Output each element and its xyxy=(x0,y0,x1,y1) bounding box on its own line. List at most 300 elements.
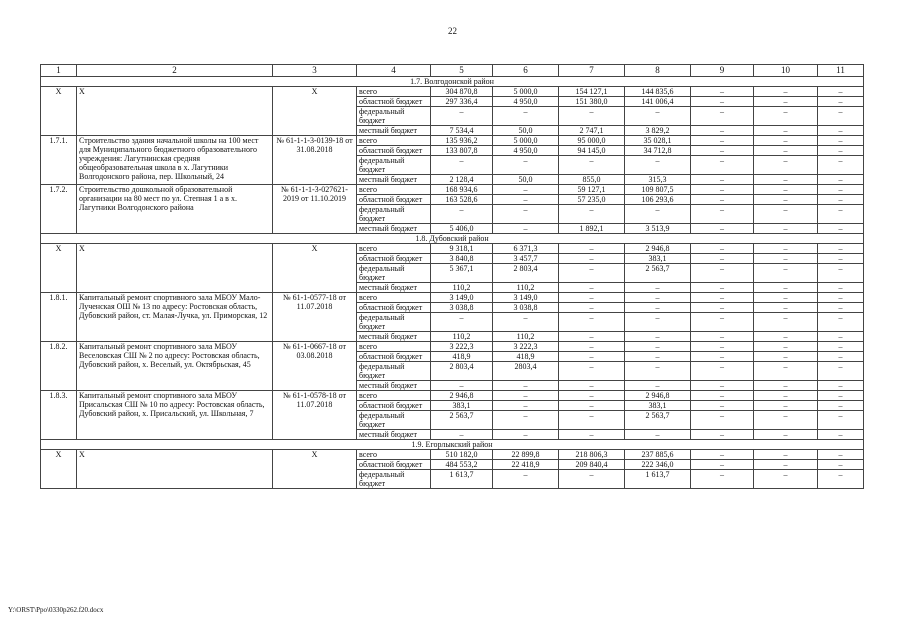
amount-cell: 9 318,1 xyxy=(431,244,493,254)
object-name: Строительство здания начальной школы на 100 мест для Муниципального бюджетного образовательного учреждения: Лагутнинская средняя общеобразовательная школа в х. Лагутники Волгодонского района, пер. Школьный, 24 xyxy=(77,136,273,185)
amount-cell: – xyxy=(625,381,691,391)
amount-cell: – xyxy=(818,254,864,264)
amount-cell: – xyxy=(818,136,864,146)
amount-cell: – xyxy=(493,107,559,126)
amount-cell: 95 000,0 xyxy=(559,136,625,146)
column-header: 5 xyxy=(431,65,493,77)
funding-source: областной бюджет xyxy=(357,146,431,156)
amount-cell: 106 293,6 xyxy=(625,195,691,205)
amount-cell: 3 038,8 xyxy=(431,303,493,313)
amount-cell: – xyxy=(625,362,691,381)
column-header: 4 xyxy=(357,65,431,77)
amount-cell: 5 406,0 xyxy=(431,224,493,234)
amount-cell: – xyxy=(625,293,691,303)
amount-cell: – xyxy=(818,87,864,97)
amount-cell: – xyxy=(493,430,559,440)
object-number: Х xyxy=(41,87,77,136)
amount-cell: – xyxy=(818,303,864,313)
amount-cell: 510 182,0 xyxy=(431,450,493,460)
budget-table xyxy=(40,64,864,489)
funding-source: федеральный бюджет xyxy=(357,362,431,381)
column-header: 8 xyxy=(625,65,691,77)
funding-source: всего xyxy=(357,450,431,460)
amount-cell: – xyxy=(493,195,559,205)
object-name: Х xyxy=(77,87,273,136)
amount-cell: 110,2 xyxy=(431,332,493,342)
amount-cell: 2 747,1 xyxy=(559,126,625,136)
funding-source: всего xyxy=(357,342,431,352)
expertise-conclusion: № 61-1-1-3-027621-2019 от 11.10.2019 xyxy=(273,185,357,234)
amount-cell: – xyxy=(691,391,754,401)
amount-cell: – xyxy=(754,146,818,156)
amount-cell: – xyxy=(559,283,625,293)
amount-cell: – xyxy=(559,254,625,264)
section-row xyxy=(41,234,864,244)
amount-cell: 2 946,8 xyxy=(625,391,691,401)
amount-cell: – xyxy=(754,156,818,175)
amount-cell: – xyxy=(754,450,818,460)
file-path-footer: Y:\ORST\Ppo\0330p262.f20.docx xyxy=(8,606,104,614)
amount-cell: – xyxy=(691,185,754,195)
amount-cell: 3 222,3 xyxy=(431,342,493,352)
amount-cell: 2 563,7 xyxy=(625,264,691,283)
amount-cell: – xyxy=(818,175,864,185)
amount-cell: – xyxy=(493,401,559,411)
amount-cell: – xyxy=(754,401,818,411)
table-body xyxy=(41,65,864,489)
amount-cell: – xyxy=(691,450,754,460)
amount-cell: – xyxy=(559,293,625,303)
amount-cell: – xyxy=(625,107,691,126)
amount-cell: 1 613,7 xyxy=(625,470,691,489)
amount-cell: – xyxy=(559,381,625,391)
table-row xyxy=(41,391,864,401)
amount-cell: 5 000,0 xyxy=(493,87,559,97)
amount-cell: – xyxy=(559,401,625,411)
funding-source: областной бюджет xyxy=(357,195,431,205)
amount-cell: 3 149,0 xyxy=(493,293,559,303)
amount-cell: 3 829,2 xyxy=(625,126,691,136)
amount-cell: 1 613,7 xyxy=(431,470,493,489)
amount-cell: – xyxy=(625,303,691,313)
amount-cell: 383,1 xyxy=(625,254,691,264)
funding-source: федеральный бюджет xyxy=(357,411,431,430)
amount-cell: – xyxy=(559,313,625,332)
amount-cell: 110,2 xyxy=(431,283,493,293)
column-header: 1 xyxy=(41,65,77,77)
table-row xyxy=(41,185,864,195)
amount-cell: – xyxy=(625,430,691,440)
amount-cell: 35 028,1 xyxy=(625,136,691,146)
amount-cell: 297 336,4 xyxy=(431,97,493,107)
amount-cell: – xyxy=(691,107,754,126)
amount-cell: – xyxy=(754,195,818,205)
amount-cell: – xyxy=(818,224,864,234)
object-number: 1.8.1. xyxy=(41,293,77,342)
amount-cell: – xyxy=(559,332,625,342)
amount-cell: 154 127,1 xyxy=(559,87,625,97)
amount-cell: – xyxy=(818,313,864,332)
expertise-conclusion: № 61-1-0578-18 от 11.07.2018 xyxy=(273,391,357,440)
column-header: 3 xyxy=(273,65,357,77)
amount-cell: – xyxy=(818,146,864,156)
amount-cell: 57 235,0 xyxy=(559,195,625,205)
amount-cell: 383,1 xyxy=(431,401,493,411)
amount-cell: 2 128,4 xyxy=(431,175,493,185)
object-number: 1.8.2. xyxy=(41,342,77,391)
amount-cell: – xyxy=(559,264,625,283)
amount-cell: – xyxy=(559,470,625,489)
amount-cell: 133 807,8 xyxy=(431,146,493,156)
funding-source: всего xyxy=(357,185,431,195)
amount-cell: – xyxy=(691,293,754,303)
amount-cell: – xyxy=(431,381,493,391)
amount-cell: – xyxy=(493,411,559,430)
amount-cell: 2 946,8 xyxy=(625,244,691,254)
amount-cell: 2 803,4 xyxy=(431,362,493,381)
funding-source: федеральный бюджет xyxy=(357,205,431,224)
funding-source: всего xyxy=(357,293,431,303)
object-name: Строительство дошкольной образовательной организации на 80 мест по ул. Степная 1 а в х. Лагутники Волгодонского района xyxy=(77,185,273,234)
amount-cell: 151 380,0 xyxy=(559,97,625,107)
amount-cell: – xyxy=(691,460,754,470)
amount-cell: 3 038,8 xyxy=(493,303,559,313)
amount-cell: 50,0 xyxy=(493,175,559,185)
object-number: 1.7.1. xyxy=(41,136,77,185)
amount-cell: – xyxy=(754,254,818,264)
amount-cell: 218 806,3 xyxy=(559,450,625,460)
amount-cell: – xyxy=(754,185,818,195)
amount-cell: 22 899,8 xyxy=(493,450,559,460)
amount-cell: 4 950,0 xyxy=(493,97,559,107)
amount-cell: – xyxy=(431,430,493,440)
amount-cell: – xyxy=(818,156,864,175)
amount-cell: – xyxy=(754,244,818,254)
table-row xyxy=(41,450,864,460)
amount-cell: – xyxy=(818,205,864,224)
amount-cell: 110,2 xyxy=(493,283,559,293)
amount-cell: – xyxy=(818,460,864,470)
amount-cell: – xyxy=(431,313,493,332)
table-row xyxy=(41,136,864,146)
amount-cell: – xyxy=(818,401,864,411)
amount-cell: 484 553,2 xyxy=(431,460,493,470)
funding-source: областной бюджет xyxy=(357,254,431,264)
funding-source: областной бюджет xyxy=(357,97,431,107)
funding-source: местный бюджет xyxy=(357,283,431,293)
amount-cell: – xyxy=(691,126,754,136)
funding-source: федеральный бюджет xyxy=(357,313,431,332)
funding-source: областной бюджет xyxy=(357,303,431,313)
amount-cell: – xyxy=(754,391,818,401)
expertise-conclusion: № 61-1-0667-18 от 03.08.2018 xyxy=(273,342,357,391)
amount-cell: – xyxy=(818,244,864,254)
amount-cell: – xyxy=(691,195,754,205)
amount-cell: – xyxy=(559,205,625,224)
object-number: Х xyxy=(41,450,77,489)
funding-source: местный бюджет xyxy=(357,175,431,185)
amount-cell: – xyxy=(754,87,818,97)
funding-source: федеральный бюджет xyxy=(357,107,431,126)
amount-cell: – xyxy=(691,362,754,381)
amount-cell: 59 127,1 xyxy=(559,185,625,195)
amount-cell: – xyxy=(754,136,818,146)
object-name: Капитальный ремонт спортивного зала МБОУ Веселовская СШ № 2 по адресу: Ростовская область, Дубовский район, х. Веселый, ул. Октябрьская, 45 xyxy=(77,342,273,391)
amount-cell: – xyxy=(818,411,864,430)
funding-source: федеральный бюджет xyxy=(357,264,431,283)
funding-source: областной бюджет xyxy=(357,401,431,411)
amount-cell: – xyxy=(691,205,754,224)
amount-cell: – xyxy=(559,107,625,126)
amount-cell: 7 534,4 xyxy=(431,126,493,136)
amount-cell: 2803,4 xyxy=(493,362,559,381)
amount-cell: – xyxy=(818,450,864,460)
amount-cell: 2 563,7 xyxy=(625,411,691,430)
amount-cell: – xyxy=(754,460,818,470)
section-row xyxy=(41,440,864,450)
column-header: 7 xyxy=(559,65,625,77)
column-header: 11 xyxy=(818,65,864,77)
amount-cell: 6 371,3 xyxy=(493,244,559,254)
funding-source: всего xyxy=(357,136,431,146)
amount-cell: – xyxy=(818,126,864,136)
table-row xyxy=(41,244,864,254)
amount-cell: – xyxy=(691,332,754,342)
amount-cell: 168 934,6 xyxy=(431,185,493,195)
amount-cell: – xyxy=(818,283,864,293)
amount-cell: – xyxy=(754,470,818,489)
amount-cell: 3 149,0 xyxy=(431,293,493,303)
amount-cell: – xyxy=(493,205,559,224)
section-title: 1.8. Дубовский район xyxy=(41,234,864,244)
object-number: 1.7.2. xyxy=(41,185,77,234)
amount-cell: 418,9 xyxy=(431,352,493,362)
object-number: 1.8.3. xyxy=(41,391,77,440)
amount-cell: – xyxy=(754,342,818,352)
amount-cell: – xyxy=(625,332,691,342)
funding-source: всего xyxy=(357,391,431,401)
amount-cell: 304 870,8 xyxy=(431,87,493,97)
funding-source: федеральный бюджет xyxy=(357,470,431,489)
amount-cell: 209 840,4 xyxy=(559,460,625,470)
amount-cell: 5 367,1 xyxy=(431,264,493,283)
amount-cell: – xyxy=(754,264,818,283)
amount-cell: – xyxy=(691,411,754,430)
amount-cell: – xyxy=(754,97,818,107)
amount-cell: – xyxy=(754,224,818,234)
amount-cell: – xyxy=(493,381,559,391)
table-row xyxy=(41,293,864,303)
amount-cell: 50,0 xyxy=(493,126,559,136)
funding-source: всего xyxy=(357,244,431,254)
amount-cell: – xyxy=(691,352,754,362)
amount-cell: 855,0 xyxy=(559,175,625,185)
amount-cell: – xyxy=(691,87,754,97)
amount-cell: – xyxy=(818,332,864,342)
object-number: Х xyxy=(41,244,77,293)
funding-source: местный бюджет xyxy=(357,381,431,391)
funding-source: областной бюджет xyxy=(357,352,431,362)
amount-cell: 315,3 xyxy=(625,175,691,185)
amount-cell: 3 457,7 xyxy=(493,254,559,264)
amount-cell: – xyxy=(625,156,691,175)
expertise-conclusion: Х xyxy=(273,87,357,136)
amount-cell: – xyxy=(559,303,625,313)
amount-cell: – xyxy=(493,391,559,401)
amount-cell: – xyxy=(559,244,625,254)
amount-cell: – xyxy=(625,352,691,362)
amount-cell: – xyxy=(493,156,559,175)
amount-cell: 222 346,0 xyxy=(625,460,691,470)
object-name: Х xyxy=(77,244,273,293)
amount-cell: 2 946,8 xyxy=(431,391,493,401)
amount-cell: – xyxy=(818,381,864,391)
amount-cell: 3 840,8 xyxy=(431,254,493,264)
amount-cell: 22 418,9 xyxy=(493,460,559,470)
funding-source: федеральный бюджет xyxy=(357,156,431,175)
amount-cell: – xyxy=(754,352,818,362)
object-name: Капитальный ремонт спортивного зала МБОУ Мало-Лученская ОШ № 13 по адресу: Ростовская область, Дубовский район, ст. Малая-Лучка, ул. Приморская, 12 xyxy=(77,293,273,342)
amount-cell: – xyxy=(818,195,864,205)
amount-cell: 141 006,4 xyxy=(625,97,691,107)
column-header-row xyxy=(41,65,864,77)
amount-cell: – xyxy=(754,126,818,136)
funding-source: местный бюджет xyxy=(357,332,431,342)
object-name: Капитальный ремонт спортивного зала МБОУ Присальская СШ № 10 по адресу: Ростовская область, Дубовский район, х. Присальский, ул. Школьная, 7 xyxy=(77,391,273,440)
funding-source: местный бюджет xyxy=(357,430,431,440)
amount-cell: – xyxy=(431,156,493,175)
amount-cell: – xyxy=(754,362,818,381)
funding-source: местный бюджет xyxy=(357,126,431,136)
amount-cell: – xyxy=(818,97,864,107)
amount-cell: – xyxy=(691,244,754,254)
amount-cell: – xyxy=(818,430,864,440)
amount-cell: – xyxy=(691,342,754,352)
amount-cell: 5 000,0 xyxy=(493,136,559,146)
amount-cell: – xyxy=(559,352,625,362)
amount-cell: – xyxy=(691,430,754,440)
object-name: Х xyxy=(77,450,273,489)
amount-cell: 383,1 xyxy=(625,401,691,411)
expertise-conclusion: Х xyxy=(273,450,357,489)
expertise-conclusion: Х xyxy=(273,244,357,293)
amount-cell: – xyxy=(559,156,625,175)
amount-cell: – xyxy=(559,342,625,352)
amount-cell: 3 513,9 xyxy=(625,224,691,234)
column-header: 9 xyxy=(691,65,754,77)
amount-cell: – xyxy=(754,293,818,303)
amount-cell: 3 222,3 xyxy=(493,342,559,352)
amount-cell: 34 712,8 xyxy=(625,146,691,156)
amount-cell: – xyxy=(818,293,864,303)
amount-cell: – xyxy=(691,303,754,313)
funding-source: всего xyxy=(357,87,431,97)
amount-cell: – xyxy=(691,146,754,156)
amount-cell: – xyxy=(691,254,754,264)
amount-cell: – xyxy=(754,283,818,293)
amount-cell: – xyxy=(559,430,625,440)
expertise-conclusion: № 61-1-0577-18 от 11.07.2018 xyxy=(273,293,357,342)
amount-cell: – xyxy=(691,264,754,283)
amount-cell: – xyxy=(691,381,754,391)
amount-cell: – xyxy=(431,205,493,224)
amount-cell: – xyxy=(754,175,818,185)
funding-source: областной бюджет xyxy=(357,460,431,470)
amount-cell: – xyxy=(691,224,754,234)
amount-cell: – xyxy=(691,401,754,411)
amount-cell: – xyxy=(818,342,864,352)
section-title: 1.9. Егорлыкский район xyxy=(41,440,864,450)
column-header: 10 xyxy=(754,65,818,77)
amount-cell: – xyxy=(754,332,818,342)
table-row xyxy=(41,87,864,97)
amount-cell: – xyxy=(493,224,559,234)
funding-source: местный бюджет xyxy=(357,224,431,234)
amount-cell: 1 892,1 xyxy=(559,224,625,234)
amount-cell: – xyxy=(754,107,818,126)
amount-cell: – xyxy=(754,205,818,224)
amount-cell: 237 885,6 xyxy=(625,450,691,460)
page-number: 22 xyxy=(448,26,457,36)
amount-cell: – xyxy=(691,156,754,175)
section-title: 1.7. Волгодонской район xyxy=(41,77,864,87)
amount-cell: 144 835,6 xyxy=(625,87,691,97)
table-row xyxy=(41,342,864,352)
amount-cell: 135 936,2 xyxy=(431,136,493,146)
amount-cell: – xyxy=(625,342,691,352)
amount-cell: – xyxy=(691,97,754,107)
amount-cell: – xyxy=(625,283,691,293)
section-row xyxy=(41,77,864,87)
amount-cell: – xyxy=(818,264,864,283)
amount-cell: – xyxy=(691,175,754,185)
amount-cell: – xyxy=(754,313,818,332)
amount-cell: – xyxy=(818,470,864,489)
amount-cell: 94 145,0 xyxy=(559,146,625,156)
amount-cell: – xyxy=(754,430,818,440)
amount-cell: – xyxy=(754,381,818,391)
amount-cell: – xyxy=(691,470,754,489)
expertise-conclusion: № 61-1-1-3-0139-18 от 31.08.2018 xyxy=(273,136,357,185)
amount-cell: 2 563,7 xyxy=(431,411,493,430)
amount-cell: – xyxy=(754,411,818,430)
amount-cell: 109 807,5 xyxy=(625,185,691,195)
amount-cell: – xyxy=(818,352,864,362)
amount-cell: – xyxy=(818,185,864,195)
amount-cell: – xyxy=(691,283,754,293)
amount-cell: 110,2 xyxy=(493,332,559,342)
amount-cell: – xyxy=(493,313,559,332)
amount-cell: 163 528,6 xyxy=(431,195,493,205)
amount-cell: – xyxy=(493,185,559,195)
amount-cell: 2 803,4 xyxy=(493,264,559,283)
amount-cell: – xyxy=(691,313,754,332)
amount-cell: – xyxy=(559,411,625,430)
amount-cell: – xyxy=(818,362,864,381)
column-header: 6 xyxy=(493,65,559,77)
column-header: 2 xyxy=(77,65,273,77)
amount-cell: – xyxy=(559,391,625,401)
amount-cell: – xyxy=(818,107,864,126)
amount-cell: – xyxy=(431,107,493,126)
amount-cell: – xyxy=(493,470,559,489)
amount-cell: – xyxy=(818,391,864,401)
amount-cell: – xyxy=(625,205,691,224)
amount-cell: – xyxy=(559,362,625,381)
amount-cell: 418,9 xyxy=(493,352,559,362)
amount-cell: 4 950,0 xyxy=(493,146,559,156)
amount-cell: – xyxy=(625,313,691,332)
